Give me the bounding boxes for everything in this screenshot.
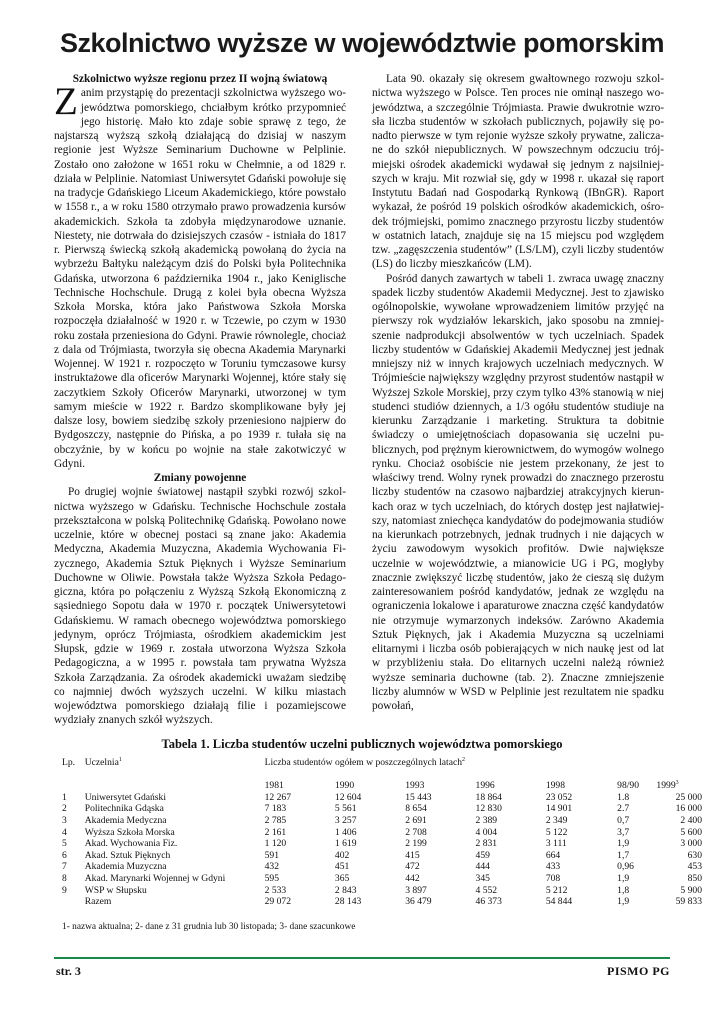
cell-value: 4 552 [475,884,498,896]
cell-value: 432 [264,861,280,873]
publication-name: PISMO PG [607,964,670,978]
paragraph-history-text: anim przystąpię do prezentacji szkolnictwa wyższego województwa pomorskiego, chciałbym krótko przypomnieć jego historię. Mało kto zdaje sobie sprawę z tego, że najstarszą wyższą szkołą działającą do dzisiaj w naszym regionie jest Wyższe Seminarium Duchowne w Pelplinie. Zostało ono założone w 1651 roku w Chełmnie, a od 1829 r. działa w Pelplinie. Natomiast Uniwersytet Gdański powołuje się na tradycje Gdańskiego Liceum Akademickiego, które powstało w 1558 r., a w roku 1580 otrzymało prawo prowadzenia kursów akademickich. Szkoła ta zdobyła międzynarodowe uznanie. Niestety, nie dotrwała do dzisiejszych czasów - istniała do 1817 r. Pierwszą świecką szkołą akademicką powołaną do życia na wybrzeżu Bałtyku należącym dziś do Polski była Politechnika Gdańska, utworzona 6 października 1904 r., jako Keniglische Technische Hochschule. Drugą z kolei była obecna Wyższa Szkoła Morska, która jako Państwowa Szkoła Morska rozpoczęła działalność w 1920 r. w Tczewie, po czym w 1930 roku została przeniesiona do Gdyni. Prawie równolegle, chociaż z dala od Trójmiasta, tworzyła się obecna Akademia Marynarki Wojennej. W 1921 r. rozpoczęto w Toruniu tymczasowe kursy instruktażowe dla oficerów Marynarki Wojennej, które stały się zaczytkiem Szkoły Oficerów Marynarki, utworzonej w tym samym mieście w 1922 r. Bardzo skomplikowane były jej dalsze losy, bowiem siedzibę szkoły przeniesiono najpierw do Bydgoszczy, następnie do Pińska, a po 1939 r. tułała się na obczyźnie, by w końcu po wojnie na stałe zakotwiczyć w Gdyni. [54,87,346,470]
footer-divider [54,957,670,959]
cell-value: 708 [545,872,561,884]
cell-value: 25 000 [675,791,702,803]
table-row [62,803,702,815]
cell-uczelnia: Razem [84,896,112,908]
cell-value: 2 199 [405,838,427,850]
cell-lp: 7 [62,861,67,873]
table-years-row [62,780,702,792]
left-column [54,72,346,728]
right-column [372,72,664,713]
year-header: 1999$^3$ [656,780,679,792]
cell-value: 1.8 [617,791,630,803]
cell-uczelnia: Uniwersytet Gdański [84,791,167,803]
cell-value: 3 111 [545,838,567,850]
cell-value: 7 183 [264,803,287,815]
table-row [62,838,702,850]
cell-value: 3 257 [334,814,357,826]
cell-value: 2 708 [405,826,427,838]
cell-value: 36 479 [405,896,432,908]
table-body [62,792,702,908]
year-header: 1996 [475,780,495,792]
cell-value: 15 443 [405,791,432,803]
cell-value: 850 [687,872,702,884]
cell-value: 2 389 [475,814,498,826]
cell-uczelnia: Akad. Marynarki Wojennej w Gdyni [84,872,226,884]
cell-value: 2 161 [264,826,287,838]
cell-uczelnia: Akademia Medyczna [84,814,167,826]
cell-value: 12 604 [334,791,362,803]
cell-value: 12 830 [475,803,502,815]
cell-value: 2 349 [545,814,568,826]
cell-value: 453 [687,861,702,873]
cell-value: 595 [264,872,280,884]
table-row [62,873,702,885]
paragraph-table-analysis: Pośród danych zawartych w tabeli 1. zwraca uwagę znaczny spadek liczby studentów Akademii Medycznej. Jest to zjawisko ogólnopolskie, wywołane wprowadzeniem limitów przyjęć na pierwszy rok wydziałów lekarskich, jako sposobu na zmniejszenie nadprodukcji absolwentów w tych uczelniach. Spadek liczby studentów w Gdańskiej Akademii Medycznej jest jednak mniejszy niż w innych krajowych uczelniach medycznych. W Trójmieście największy względny przyrost studentów nastąpił w Wyższej Szkole Morskiej, przy czym tylko 43% stanowią w niej studenci studiów dziennych, a 1/3 ogółu studentów studiuje na kierunku Zarządzanie i marketing. Struktura ta dobitnie świadczy o umiejętnościach dopasowania się uczelni publicznych, pod prężnym kierownictwem, do wymogów wolnego rynku. Chociaż osobiście nie jestem przekonany, że jest to właściwy trend. Wolny rynek prowadzi do znacznego przerostu liczby studentów na czasowo najbardziej atrakcyjnych kierunkach oraz w tych uczelniach, do których dostęp jest najłatwiejszy, natomiast zniechęca kandydatów do podejmowania studiów na kierunkach potrzebnych, jednak trudnych i nie dających w życiu zawodowym wysokich profitów. Dwie największe uczelnie w województwie, a mianowicie UG i PG, mogłyby znacznie zwiększyć liczbę studentów, jako że cieszą się dużym zainteresowaniem pośród kandydatów, jednak ze względu na ograniczenia lokalowe i aparaturowe znaczna część kandydatów nie otrzymuje wymarzonych indeksów. Zarówno Akademia Sztuk Pięknych, jak i Akademia Muzyczna są uczelniami elitarnymi i liczba osób pobierających w nich naukę jest od lat w przybliżeniu stała. Do elitarnych uczelni należą również wyższe seminaria duchowne (tab. 2). Znaczne zmniejszenie liczby alumnów w WSD w Pelplinie jest rezultatem nie spadku powołań, [372,272,664,712]
table-footnote: 1- nazwa aktualna; 2- dane z 31 grudnia lub 30 listopada; 3- dane szacunkowe [62,922,356,932]
section-heading-postwar: Zmiany powojenne [153,472,247,484]
cell-value: 402 [334,849,350,861]
cell-value: 451 [334,861,350,873]
cell-value: 54 844 [545,896,573,908]
cell-value: 18 864 [475,791,502,803]
cell-value: 23 052 [545,791,573,803]
cell-value: 2 831 [475,838,498,850]
cell-value: 365 [334,872,350,884]
cell-lp: 4 [62,826,67,838]
table-row [62,792,702,804]
cell-value: 2 533 [264,884,287,896]
cell-value: 12 267 [264,791,292,803]
cell-value: 1 120 [264,838,287,850]
year-header: 1998 [545,780,565,792]
section-heading-prewar: Szkolnictwo wyższe regionu przez II wojną światową [72,73,328,85]
cell-lp: 9 [62,884,67,896]
article-title: Szkolnictwo wyższe w województwie pomorskim [59,28,665,58]
cell-value: 472 [405,861,420,873]
table-caption: Tabela 1. Liczba studentów uczelni publicznych województwa pomorskiego [161,737,563,751]
cell-uczelnia: Akad. Wychowania Fiz. [84,838,178,850]
cell-value: 2 691 [405,814,427,826]
cell-value: 46 373 [475,896,502,908]
cell-lp: 2 [62,803,67,815]
cell-value: 5 122 [545,826,568,838]
cell-value: 3 897 [405,884,427,896]
cell-value: 630 [687,849,702,861]
dropcap: Z [54,80,78,124]
cell-value: 4 004 [475,826,498,838]
header-uczelnia: Uczelnia$^1$ [84,756,122,768]
cell-lp [62,896,85,908]
cell-lp: 5 [62,838,67,850]
year-header: 1990 [334,780,355,792]
cell-value: 14 901 [545,803,573,815]
cell-value: 0,7 [617,814,630,826]
paragraph-nineties: Lata 90. okazały się okresem gwałtownego rozwoju szkolnictwa wyższego w Polsce. Ten proces nie ominął naszego województwa, a szczególnie Trójmiasta. Prawie dwukrotnie wzrosła liczba studentów w szkołach publicznych, pojawiły się ponadto pierwsze w tym rejonie wyższe szkoły prywatne, zaliczane do szkół niepublicznych. W powszechnym odczuciu trójmiejski ośrodek akademicki wydawał się jednym z najsilniejszych w kraju. Mit rozwiał się, gdy w 1998 r. ukazał się raport Instytutu Badań nad Gospodarką Rynkową (IBnGR). Raport wykazał, że pośród 19 polskich ośrodków akademickich, ośrodek trójmiejski, pomimo znacznego przyrostu liczby studentów w ostatnich latach, znajduje się na 15 miejscu pod względem tzw. „zagęszczenia studentów” (LS/LM), czyli liczby studentów (LS) do liczby mieszkańców (LM). [372,73,664,271]
cell-value: 591 [264,849,280,861]
cell-value: 1,9 [617,896,630,908]
cell-value: 8 654 [405,803,427,815]
page-number: str. 3 [56,964,81,978]
cell-value: 0,96 [617,861,634,873]
cell-value: 2 400 [680,814,702,826]
cell-value: 2 843 [334,884,357,896]
cell-value: 345 [475,872,490,884]
cell-uczelnia: Politechnika Gdąska [84,803,164,815]
cell-value: 1 406 [334,826,357,838]
cell-value: 459 [475,849,490,861]
header-group: Liczba studentów ogółem w poszczególnych latach$^2$ [264,756,466,768]
paragraph-postwar: Po drugiej wojnie światowej nastąpił szybki rozwój szkolnictwa wyższego w Gdańsku. Technische Hochschule została przekształcona w polską Politechnikę Gdańską. Powołano nowe uczelnie, które w obecnej postaci są znane jako: Akademia Medyczna, Akademia Muzyczna, Akademia Wychowania Fizycznego, Akademia Sztuk Pięknych i Wyższe Seminarium Duchowne w Oliwie. Powstała także Wyższa Szkoła Pedagogiczna, która po połączeniu z Wyższą Szkołą Ekonomiczną z sąsiedniego Sopotu dała w 1970 r. początek Uniwersytetowi Gdańskiemu. W ramach obecnego województwa pomorskiego jedynym, oprócz Trójmiasta, ośrodkiem akademickim jest Słupsk, gdzie w 1969 r. została utworzona Wyższa Szkoła Pedagogiczna, a w 1995 r. powstała tam prywatna Wyższa Szkoła Zarządzania. Za ośrodek akademicki uważam siedzibę co najmniej dwóch wyższych uczelni. W kilku miastach województwa pomorskiego działają filie i pozamiejscowe wydziały znanych szkół wyższych. [54,486,346,727]
cell-value: 59 833 [675,896,702,908]
cell-lp: 3 [62,814,67,826]
cell-value: 2.7 [617,803,630,815]
cell-value: 433 [545,861,561,873]
cell-value: 1,8 [617,884,630,896]
table-header-row [62,757,702,769]
cell-value: 444 [475,861,490,873]
cell-value: 5 600 [680,826,702,838]
cell-uczelnia: WSP w Słupsku [84,884,147,896]
cell-uczelnia: Wyższa Szkoła Morska [84,826,175,838]
year-header: 1981 [264,780,284,792]
year-header: 98/90 [617,780,639,792]
students-table [62,757,702,908]
cell-value: 5 561 [334,803,357,815]
cell-uczelnia: Akademia Muzyczna [84,861,167,873]
cell-value: 1,9 [617,838,630,850]
cell-value: 1,7 [617,849,630,861]
cell-value: 16 000 [675,803,702,815]
cell-value: 3 000 [680,838,702,850]
cell-lp: 8 [62,872,67,884]
cell-value: 415 [405,849,420,861]
cell-value: 29 072 [264,896,292,908]
cell-lp: 1 [62,791,67,803]
table-row [62,815,702,827]
table-row [62,885,702,897]
cell-value: 1 619 [334,838,357,850]
header-lp: Lp. [62,757,76,768]
cell-uczelnia: Akad. Sztuk Pięknych [84,849,171,861]
cell-lp: 6 [62,849,67,861]
cell-value: 5 900 [680,884,702,896]
cell-value: 5 212 [545,884,568,896]
table-row [62,861,702,873]
cell-value: 442 [405,872,420,884]
table-row [62,827,702,839]
cell-value: 664 [545,849,561,861]
cell-value: 3,7 [617,826,630,838]
cell-value: 2 785 [264,814,287,826]
year-header: 1993 [405,780,425,792]
cell-value: 1,9 [617,872,630,884]
paragraph-history [54,80,346,471]
table-row [62,896,702,908]
table-row [62,850,702,862]
cell-value: 28 143 [334,896,362,908]
